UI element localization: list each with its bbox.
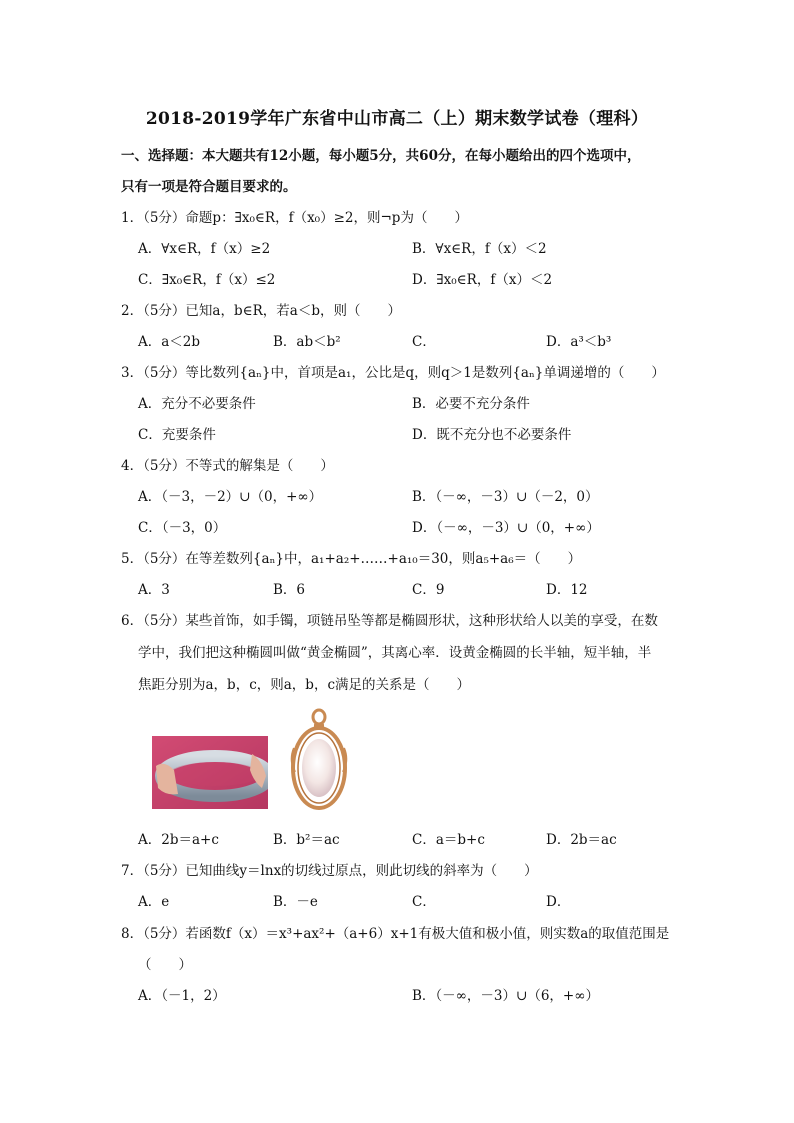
question-1-option-a: A．∀x∈R，f（x）≥2 <box>138 241 271 257</box>
question-2-stem: 2．（5分）已知a，b∈R，若a＜b，则（ ） <box>121 303 401 319</box>
question-1-option-c: C．∃x₀∈R，f（x）≤2 <box>138 272 276 288</box>
question-6-option-c: C．a＝b+c <box>412 832 485 848</box>
question-1-option-b: B．∀x∈R，f（x）＜2 <box>412 241 547 257</box>
oval-pendant-image <box>286 708 352 812</box>
jade-bracelet-image <box>152 736 268 809</box>
section-heading-line2: 只有一项是符合题目要求的。 <box>121 179 297 195</box>
question-8-option-b: B．（－∞，－3）∪（6，+∞） <box>412 988 599 1004</box>
question-6-option-b: B．b²＝ac <box>273 832 340 848</box>
question-3-option-d: D．既不充分也不必要条件 <box>412 427 572 443</box>
question-2-option-d: D．a³＜b³ <box>546 334 612 350</box>
exam-title: 2018-2019学年广东省中山市高二（上）期末数学试卷（理科） <box>145 109 649 129</box>
question-3-option-c: C．充要条件 <box>138 427 216 443</box>
question-7-option-d: D． <box>546 894 571 910</box>
question-5-option-d: D．12 <box>546 582 588 598</box>
question-7-option-a: A．e <box>138 894 170 910</box>
question-1-stem: 1．（5分）命题p：∃x₀∈R，f（x₀）≥2，则¬p为（ ） <box>121 210 468 226</box>
question-8-option-a: A．（－1，2） <box>138 988 226 1004</box>
question-2-option-a: A．a＜2b <box>138 334 201 350</box>
question-5-option-c: C．9 <box>412 582 445 598</box>
question-6-stem-line3: 焦距分别为a，b，c，则a，b，c满足的关系是（ ） <box>138 677 471 693</box>
question-7-option-c: C． <box>412 894 436 910</box>
question-1-option-d: D．∃x₀∈R，f（x）＜2 <box>412 272 553 288</box>
question-2-option-c: C． <box>412 334 436 350</box>
question-4-option-a: A．（－3，－2）∪（0，+∞） <box>138 489 323 505</box>
question-5-option-b: B．6 <box>273 582 306 598</box>
question-6-option-d: D．2b＝ac <box>546 832 617 848</box>
question-4-stem: 4．（5分）不等式的解集是（ ） <box>121 458 334 474</box>
question-5-stem: 5．（5分）在等差数列{aₙ}中，a₁+a₂+……+a₁₀＝30，则a₅+a₆＝（ ） <box>121 551 582 567</box>
question-7-stem: 7．（5分）已知曲线y＝lnx的切线过原点，则此切线的斜率为（ ） <box>121 863 538 879</box>
question-3-stem: 3．（5分）等比数列{aₙ}中，首项是a₁，公比是q，则q＞1是数列{aₙ}单调递增的（ ） <box>121 365 665 381</box>
question-4-option-c: C．（－3，0） <box>138 520 227 536</box>
question-4-option-d: D．（－∞，－3）∪（0，+∞） <box>412 520 600 536</box>
question-8-stem-line2: （ ） <box>138 957 192 973</box>
question-8-stem-line1: 8．（5分）若函数f（x）＝x³+ax²+（a+6）x+1有极大值和极小值，则实数a的取值范围是 <box>121 926 670 942</box>
question-7-option-b: B．－e <box>273 894 318 910</box>
question-4-option-b: B．（－∞，－3）∪（－2，0） <box>412 489 599 505</box>
question-6-stem-line1: 6．（5分）某些首饰，如手镯，项链吊坠等都是椭圆形状，这种形状给人以美的享受，在数 <box>121 613 658 629</box>
question-6-option-a: A．2b＝a+c <box>138 832 219 848</box>
question-5-option-a: A．3 <box>138 582 170 598</box>
question-3-option-b: B．必要不充分条件 <box>412 396 530 412</box>
question-3-option-a: A．充分不必要条件 <box>138 396 256 412</box>
question-6-stem-line2: 学中，我们把这种椭圆叫做“黄金椭圆”，其离心率．设黄金椭圆的长半轴，短半轴，半 <box>138 645 652 661</box>
question-2-option-b: B．ab＜b² <box>273 334 341 350</box>
section-heading-line1: 一、选择题：本大题共有12小题，每小题5分，共60分，在每小题给出的四个选项中， <box>121 148 641 164</box>
